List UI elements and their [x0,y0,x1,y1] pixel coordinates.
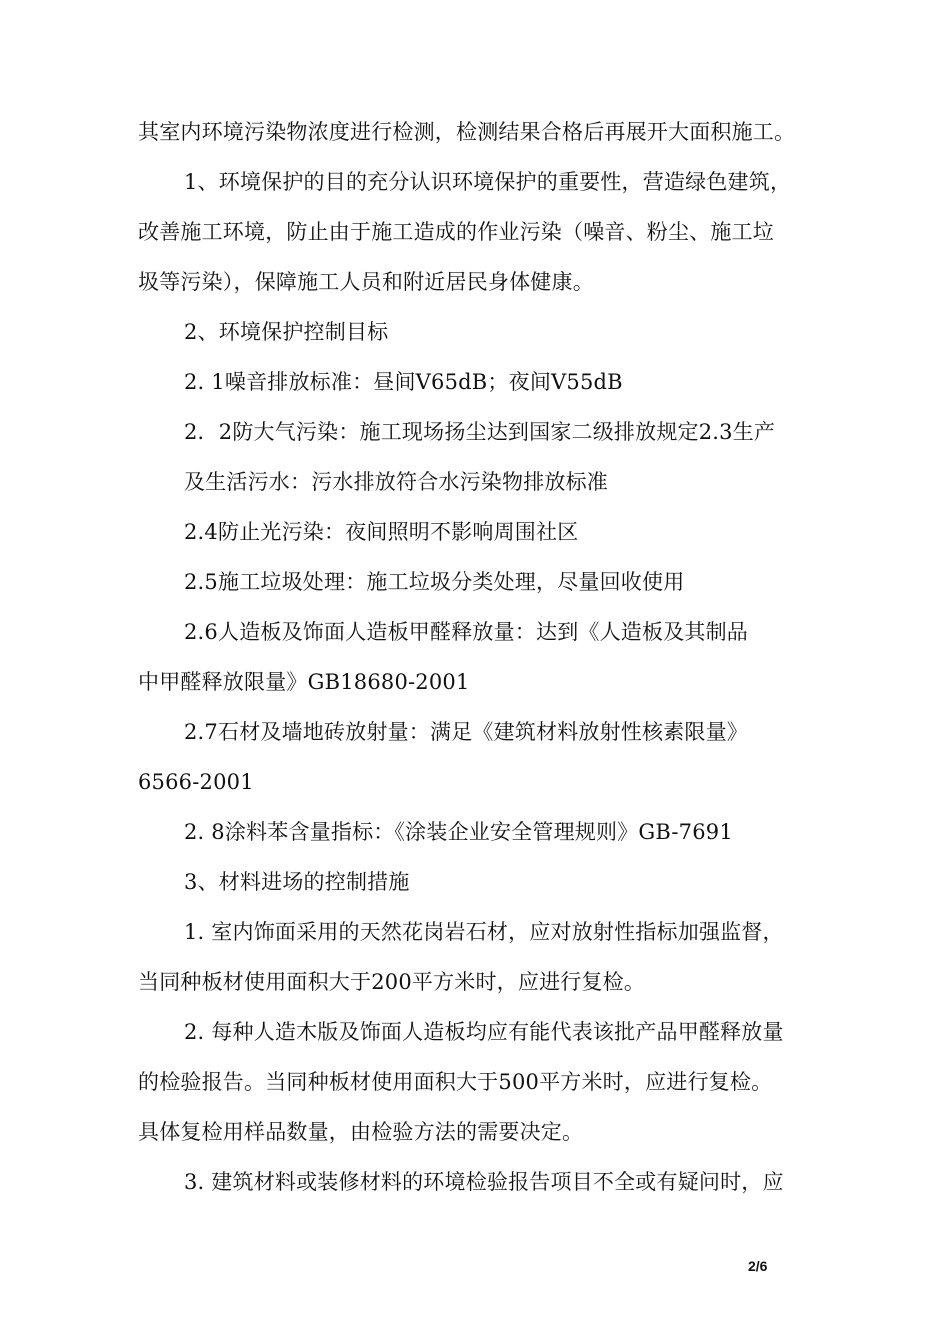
text-line: 具体复检用样品数量，由检验方法的需要决定。 [138,1120,584,1144]
text-line: 6566-2001 [138,770,254,794]
text-line: 2. 每种人造木版及饰面人造板均应有能代表该批产品甲醛释放量 [184,1020,784,1044]
text-line: 及生活污水：污水排放符合水污染物排放标准 [184,470,608,494]
text-line: 其室内环境污染物浓度进行检测，检测结果合格后再展开大面积施工。 [138,120,796,144]
page-number: 2/6 [748,1258,768,1274]
text-line: 当同种板材使用面积大于200平方米时，应进行复检。 [138,970,646,994]
text-line: 的检验报告。当同种板材使用面积大于500平方米时，应进行复检。 [138,1070,773,1094]
text-line: 2．2防大气污染：施工现场扬尘达到国家二级排放规定2.3生产 [184,420,776,444]
text-line: 2. 1噪音排放标准：昼间V65dB；夜间V55dB [184,370,623,394]
text-line: 2.7石材及墙地砖放射量：满足《建筑材料放射性核素限量》 [184,720,748,744]
text-line: 2.4防止光污染：夜间照明不影响周围社区 [184,520,579,544]
text-line: 3. 建筑材料或装修材料的环境检验报告项目不全或有疑问时，应 [184,1170,784,1194]
text-line: 圾等污染），保障施工人员和附近居民身体健康。 [138,270,594,294]
text-line: 中甲醛释放限量》GB18680-2001 [138,670,470,694]
text-line: 改善施工环境，防止由于施工造成的作业污染（噪音、粉尘、施工垃 [138,220,774,244]
text-line: 3、材料进场的控制措施 [184,870,410,894]
text-line: 2.5施工垃圾处理：施工垃圾分类处理，尽量回收使用 [184,570,685,594]
text-line: 2.6人造板及饰面人造板甲醛释放量：达到《人造板及其制品 [184,620,748,644]
text-line: 1. 室内饰面采用的天然花岗岩石材，应对放射性指标加强监督， [184,920,784,944]
text-line: 2. 8涂料苯含量指标：《涂装企业安全管理规则》GB-7691 [184,820,733,844]
text-line: 1、环境保护的目的充分认识环境保护的重要性，营造绿色建筑， [184,170,792,194]
text-line: 2、环境保护控制目标 [184,320,389,344]
